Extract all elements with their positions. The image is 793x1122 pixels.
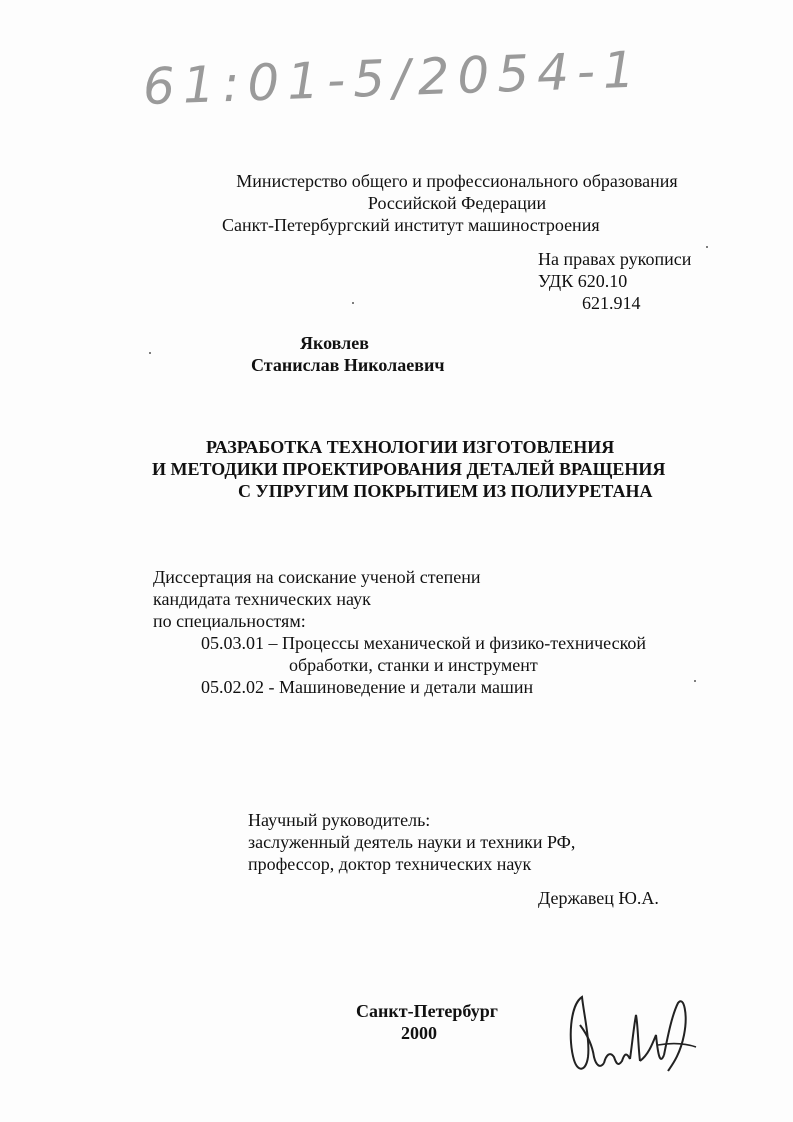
scan-speck xyxy=(706,246,708,248)
specialty-2: 05.02.02 - Машиноведение и детали машин xyxy=(201,677,534,697)
supervisor-name: Державец Ю.А. xyxy=(538,888,659,908)
footer-year: 2000 xyxy=(401,1023,437,1043)
author-name: Станислав Николаевич xyxy=(251,355,445,375)
scan-speck xyxy=(694,680,696,682)
supervisor-label: Научный руководитель: xyxy=(248,810,431,830)
specialty-1-continued: обработки, станки и инструмент xyxy=(289,655,538,675)
degree-line-3: по специальностям: xyxy=(153,611,306,631)
author-surname: Яковлев xyxy=(300,333,369,353)
institution-ministry: Министерство общего и профессионального образования xyxy=(236,171,678,191)
supervisor-title-1: заслуженный деятель науки и техники РФ, xyxy=(248,832,576,852)
scan-speck xyxy=(352,302,354,304)
footer-city: Санкт-Петербург xyxy=(356,1001,498,1021)
title-line-3: С УПРУГИМ ПОКРЫТИЕМ ИЗ ПОЛИУРЕТАНА xyxy=(238,481,653,501)
degree-line-2: кандидата технических наук xyxy=(153,589,371,609)
udk-code-2: 621.914 xyxy=(582,293,641,313)
archive-mark: 61:01-5/2054-1 xyxy=(142,40,644,116)
specialty-1: 05.03.01 – Процессы механической и физико-технической xyxy=(201,633,647,653)
signature-mark xyxy=(560,985,710,1085)
scan-speck xyxy=(149,352,151,354)
title-line-2: И МЕТОДИКИ ПРОЕКТИРОВАНИЯ ДЕТАЛЕЙ ВРАЩЕНИЯ xyxy=(152,459,666,479)
institution-name: Санкт-Петербургский институт машиностроения xyxy=(222,215,600,235)
degree-line-1: Диссертация на соискание ученой степени xyxy=(153,567,481,587)
manuscript-rights: На правах рукописи xyxy=(538,249,692,269)
institution-country: Российской Федерации xyxy=(367,193,547,213)
udk-code-1: УДК 620.10 xyxy=(538,271,628,291)
title-line-1: РАЗРАБОТКА ТЕХНОЛОГИИ ИЗГОТОВЛЕНИЯ xyxy=(206,437,615,457)
supervisor-title-2: профессор, доктор технических наук xyxy=(248,854,532,874)
